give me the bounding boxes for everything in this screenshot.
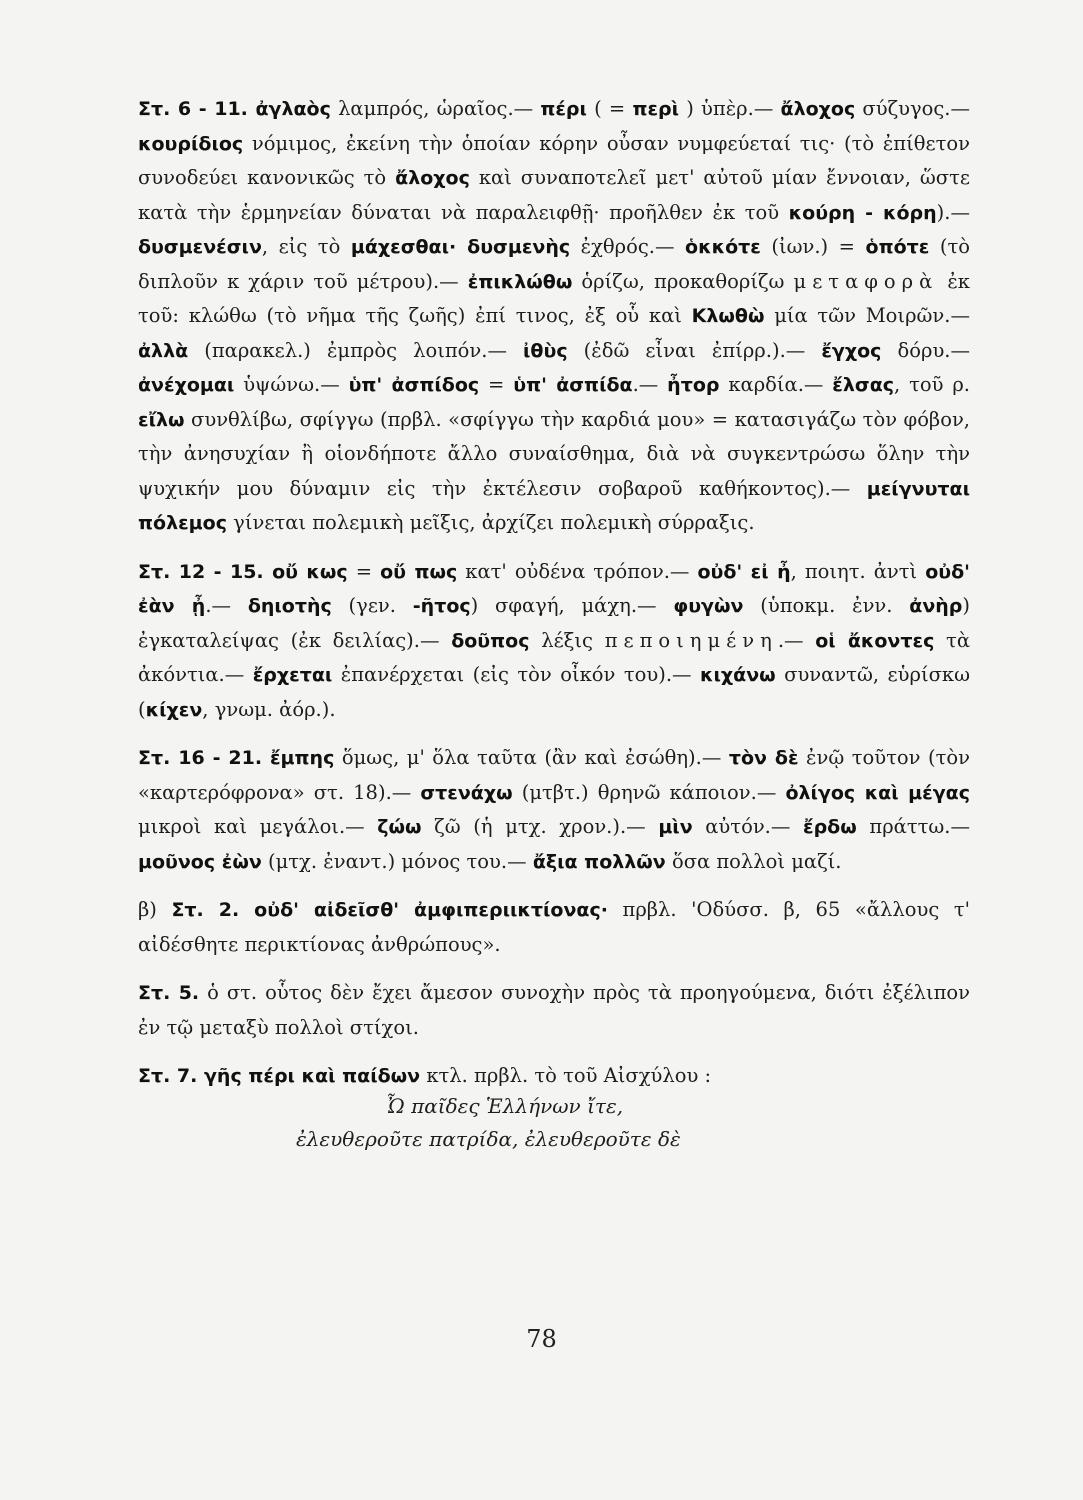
- gloss-text: β): [138, 898, 172, 921]
- commentary-text: [138, 92, 970, 1094]
- gloss-text: καρδία.—: [719, 373, 833, 396]
- gloss-text: =: [347, 559, 381, 583]
- gloss-text: ὁ στ. οὗτος δὲν ἔχει ἄμεσον συνοχὴν πρὸς τὰ προηγούμενα, διότι ἐξέλιπον ἐν τῷ μεταξὺ πολλοὶ στίχοι.: [138, 981, 971, 1039]
- lemma: ἔγχος: [821, 339, 882, 362]
- gloss-text: γίνεται πολεμικὴ μεῖξις, ἀρχίζει πολεμικὴ σύρραξις.: [226, 511, 755, 534]
- page-number: 78: [526, 1325, 557, 1353]
- gloss-text: ἐνῷ τοῦτον (τὸν «καρτερόφρονα» στ. 18).—: [138, 746, 970, 804]
- lemma: μείγνυται πόλεμος: [138, 477, 970, 534]
- lemma: δηιοτὴς: [247, 595, 332, 617]
- lemma: κουρίδιος: [138, 132, 244, 155]
- gloss-text: .—: [205, 594, 248, 617]
- gloss-text: ὅμως, μ' ὅλα ταῦτα (ἂν καὶ ἐσώθη).—: [334, 746, 729, 769]
- lemma: ἔρδω: [803, 816, 857, 838]
- gloss-text: πράττω.—: [856, 815, 971, 838]
- lemma: ἄλοχος: [395, 167, 470, 189]
- lemma: τὸν δὲ: [728, 747, 799, 769]
- lemma: ὑπ' ἀσπίδα: [513, 374, 633, 396]
- gloss-text: νόμιμος, ἐκείνη τὴν ὁποίαν κόρην οὖσαν νυμφεύεταί τις· (τὸ ἐπίθετον συνοδεύει κανονικῶς τὸ: [138, 131, 970, 189]
- lemma: ὁκκότε: [685, 236, 761, 258]
- lemma: ἄξια πολλῶν: [532, 850, 666, 873]
- gloss-text: .—: [632, 373, 668, 396]
- gloss-text: , εἰς τὸ: [261, 235, 351, 258]
- gloss-text: ὑψώνω.—: [234, 373, 349, 396]
- lemma: περὶ: [632, 98, 680, 120]
- quote-line-2: ἐλευθεροῦτε πατρίδα, ἐλευθεροῦτε δὲ: [296, 1127, 681, 1151]
- lemma: στενάχω: [420, 781, 513, 804]
- lemma: μάχεσθαι· δυσμενὴς: [350, 236, 571, 258]
- gloss-text: ἐπανέρχεται (εἰς τὸν οἶκόν του).—: [332, 663, 700, 686]
- lemma: οὔ πως: [380, 560, 458, 583]
- gloss-text: (ἐδῶ εἶναι ἐπίρρ.).—: [567, 338, 822, 362]
- lemma: ἀλλὰ: [138, 339, 189, 362]
- gloss-text: ἐχθρός.—: [570, 235, 686, 258]
- gloss-text: (γεν.: [331, 594, 413, 617]
- gloss-text: ) σφαγή, μάχη.—: [470, 594, 674, 617]
- paragraph-line-7: [138, 1059, 970, 1094]
- quote-line-1: Ὦ παῖδες Ἑλλήνων ἴτε,: [386, 1094, 624, 1118]
- paragraph-line-5: [138, 976, 970, 1045]
- gloss-text: ( =: [586, 97, 633, 120]
- gloss-text: (μτβτ.) θρηνῶ κάποιον.—: [512, 780, 786, 804]
- gloss-text: (ὑποκμ. ἐνν.: [743, 594, 910, 617]
- gloss-text: ὅσα πολλοὶ μαζί.: [665, 849, 842, 873]
- spaced-term: πεποιημένη: [604, 628, 778, 652]
- lemma: μὶν: [658, 816, 693, 838]
- lemma: οὐδ' ἐὰν ᾖ: [138, 560, 970, 617]
- paragraph-lines-12-15: [138, 555, 970, 728]
- gloss-text: καὶ συναποτελεῖ μετ' αὐτοῦ μίαν ἔννοιαν, ὥστε κατὰ τὴν ἑρμηνείαν δύναται νὰ παραλειφθῇ· προῆλθεν ἐκ τοῦ: [138, 166, 970, 224]
- gloss-text: (παρακελ.) ἐμπρὸς λοιπόν.—: [188, 338, 524, 362]
- gloss-text: (ἰων.) =: [760, 235, 866, 258]
- gloss-text: λαμπρός, ὡραῖος.—: [330, 97, 541, 120]
- lemma: ὑπ' ἀσπίδος: [348, 374, 480, 396]
- paragraph-lines-16-21: [138, 741, 970, 879]
- gloss-text: αὐτόν.—: [692, 815, 803, 838]
- gloss-text: συναντῶ, εὑρίσκω (: [138, 663, 970, 721]
- lemma: Στ. 2. οὐδ' αἰδεῖσθ' ἀμφιπεριικτίονας·: [171, 899, 608, 921]
- gloss-text: ἐκ τοῦ: κλώθω (τὸ νῆμα τῆς ζωῆς) ἐπί τινος, ἐξ οὗ καὶ: [138, 269, 970, 327]
- gloss-text: δόρυ.—: [881, 338, 970, 362]
- gloss-text: ) ἐγκαταλείψας (ἐκ δειλίας).—: [138, 594, 970, 652]
- lemma: οὐδ' εἰ ἦ: [697, 560, 791, 583]
- gloss-text: (μτχ. ἐναντ.) μόνος του.—: [261, 849, 533, 873]
- gloss-text: τὰ ἀκόντια.—: [138, 628, 970, 686]
- gloss-text: , τοῦ ρ.: [894, 373, 970, 396]
- lemma: ἰθὺς: [523, 339, 568, 362]
- lemma: ἦτορ: [667, 374, 720, 396]
- gloss-text: μία τῶν Μοιρῶν.—: [764, 304, 970, 327]
- lemma: ζώω: [377, 816, 422, 838]
- lemma: ἄλοχος: [780, 98, 856, 120]
- lemma: κιχάνω: [700, 664, 776, 686]
- lemma: εἴλω: [138, 408, 185, 431]
- lemma: δοῦπος: [451, 629, 530, 652]
- aeschylus-quote: [296, 1090, 996, 1156]
- gloss-text: , γνωμ. ἀόρ.).: [202, 697, 336, 721]
- lemma: ἀνέχομαι: [138, 374, 235, 396]
- gloss-text: λέξις: [529, 628, 605, 652]
- gloss-text: ὁρίζω, προκαθορίζω: [572, 269, 794, 293]
- lemma: κούρη - κόρη: [788, 201, 937, 224]
- paragraph-b-line-2: [138, 893, 970, 962]
- gloss-text: , ποιητ. ἀντὶ: [790, 559, 926, 583]
- lemma: Στ. 6 - 11. ἀγλαὸς: [138, 98, 331, 120]
- gloss-text: ζῶ (ἡ μτχ. χρον.).—: [421, 815, 659, 838]
- lemma: Στ. 16 - 21. ἔμπης: [138, 747, 335, 769]
- lemma: ἔρχεται: [252, 664, 333, 686]
- lemma: Στ. 12 - 15. οὔ κως: [138, 560, 348, 583]
- gloss-text: κτλ. πρβλ. τὸ τοῦ Αἰσχύλου :: [420, 1064, 712, 1087]
- spaced-term: μεταφορὰ: [793, 269, 939, 293]
- lemma: οἱ ἄκοντες: [815, 629, 935, 652]
- lemma: Κλωθὼ: [691, 305, 765, 327]
- gloss-text: κατ' οὐδένα τρόπον.—: [457, 559, 698, 583]
- paragraph-lines-6-11: [138, 92, 970, 541]
- lemma: ἀνὴρ: [909, 595, 963, 617]
- lemma: Στ. 5.: [138, 982, 200, 1004]
- gloss-text: πρβλ. 'Οδύσσ. β, 65 «ἄλλους τ' αἰδέσθητε περικτίονας ἀνθρώπους».: [138, 898, 970, 956]
- gloss-text: (τὸ διπλοῦν κ χάριν τοῦ μέτρου).—: [138, 235, 971, 293]
- lemma: μοῦνος ἐὼν: [138, 850, 262, 873]
- gloss-text: ).—: [936, 200, 970, 224]
- gloss-text: .—: [777, 628, 816, 652]
- gloss-text: σύζυγος.—: [855, 97, 971, 120]
- lemma: δυσμενέσιν: [138, 236, 262, 258]
- lemma: -ῆτος: [412, 595, 471, 617]
- lemma: Στ. 7. γῆς πέρι καὶ παίδων: [138, 1065, 421, 1087]
- lemma: κίχεν: [145, 698, 203, 721]
- lemma: ὀλίγος καὶ μέγας: [785, 781, 970, 804]
- gloss-text: ) ὑπὲρ.—: [679, 97, 781, 120]
- gloss-text: =: [479, 373, 514, 396]
- lemma: ἔλσας: [832, 374, 895, 396]
- gloss-text: συνθλίβω, σφίγγω (πρβλ. «σφίγγω τὴν καρδιά μου» = κατασιγάζω τὸν φόβον, τὴν ἀνησυχίαν ἢ οἱονδήποτε ἄλλο συναίσθημα, διὰ νὰ συγκεντρώσω ὅλην τὴν ψυχικήν μου δύναμιν εἰς τὴν ἐκτέλεσιν σοβαροῦ καθήκοντος).—: [138, 407, 970, 500]
- gloss-text: μικροὶ καὶ μεγάλοι.—: [138, 815, 378, 838]
- lemma: φυγὼν: [673, 595, 744, 617]
- lemma: ἐπικλώθω: [467, 270, 573, 293]
- lemma: πέρι: [540, 98, 587, 120]
- lemma: ὁπότε: [865, 236, 930, 258]
